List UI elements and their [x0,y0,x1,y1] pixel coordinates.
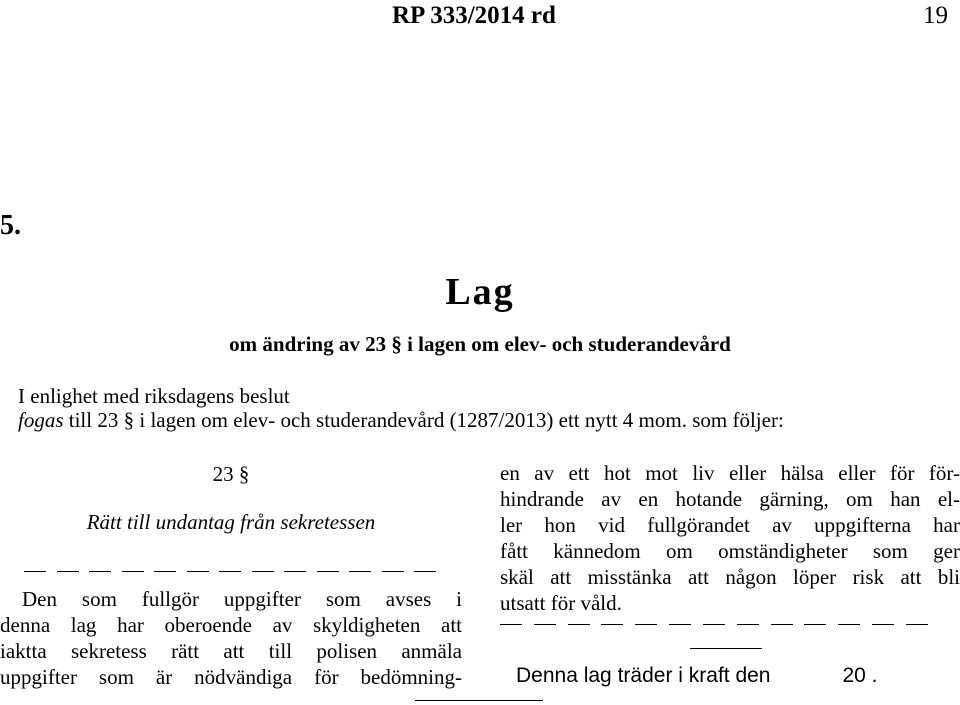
left-paragraph-line: uppgifter som är nödvändiga för bedömning- [0,665,462,689]
right-paragraph-line: en av ett hot mot liv eller hälsa eller för för- [500,461,960,485]
omission-dashes-right [500,624,928,625]
page-number: 19 [923,2,948,29]
law-subtitle: om ändring av 23 § i lagen om elev- och studerandevård [229,332,731,356]
left-paragraph-line: Den som fullgör uppgifter som avses i [22,587,462,611]
left-paragraph-line: denna lag har oberoende av skyldigheten att [0,613,462,637]
intro-italic-word: fogas [18,408,64,432]
right-paragraph-line: hindrande av en hotande gärning, om han el- [500,487,960,511]
right-paragraph-line: utsatt för våld. [500,591,622,615]
intro-line-2 [18,408,784,433]
left-paragraph-line: iaktta sekretess rätt att till polisen anmäla [0,639,462,663]
document-reference: RP 333/2014 rd [392,2,556,29]
left-paragraph [0,586,462,690]
separator-rule [690,648,762,649]
omission-dashes-left [24,571,436,572]
intro-line-1: I enlighet med riksdagens beslut [18,384,290,408]
bill-section-number: 5. [0,210,21,241]
right-paragraph [500,460,960,616]
right-paragraph-line: ler hon vid fullgörandet av uppgifterna har [500,513,960,537]
law-title: Lag [445,271,515,313]
entry-into-force-clause [516,664,878,688]
right-paragraph-line: skäl att misstänka att någon löper risk att bli [500,565,960,589]
intro-line-2-text: till 23 § i lagen om elev- och studerandevård (1287/2013) ett nytt 4 mom. som följer: [63,408,784,432]
footer-rule [415,700,543,701]
entry-into-force-text: Denna lag träder i kraft den [516,664,771,687]
paragraph-heading: Rätt till undantag från sekretessen [86,510,376,534]
right-paragraph-line: fått kännedom om omständigheter som ger [500,539,960,563]
paragraph-number: 23 § [212,462,250,486]
entry-into-force-year: 20 . [842,664,878,687]
